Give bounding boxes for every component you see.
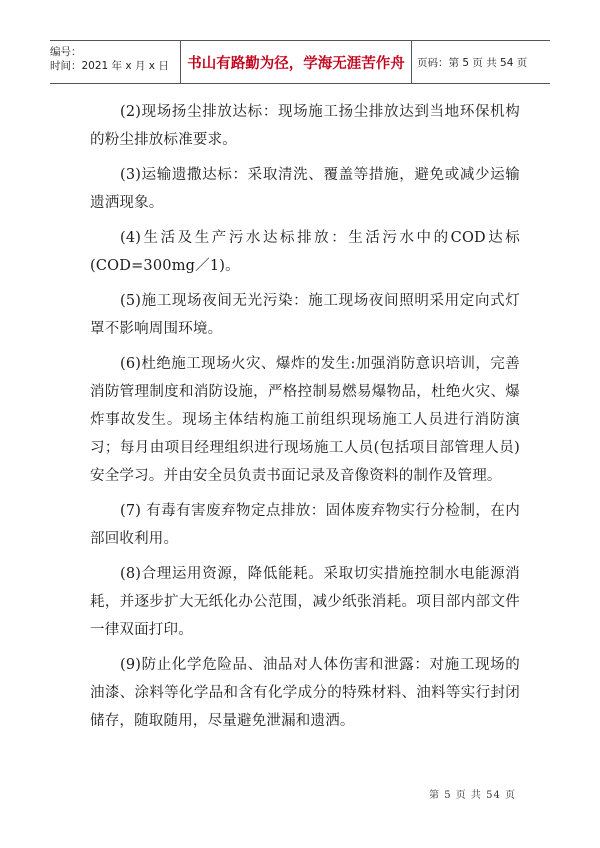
paragraph-8: (8)合理运用资源，降低能耗。采取切实措施控制水电能源消耗，并逐步扩大无纸化办公范围，减少纸张消耗。项目部内部文件一律双面打印。 bbox=[90, 566, 520, 638]
paragraph-4: (4)生活及生产污水达标排放：生活污水中的COD达标(COD=300mg／1)。 bbox=[90, 230, 520, 274]
page-footer: 第 5 页 共 54 页 bbox=[429, 790, 516, 801]
paragraph-6: (6)杜绝施工现场火灾、爆炸的发生:加强消防意识培训，完善消防管理制度和消防设施，严格控制易燃易爆物品，杜绝火灾、爆炸事故发生。现场主体结构施工前组织现场施工人员进行消防演习；每月由项目经理组织进行现场施工人员(包括项目部管理人员)安全学习。并由安全员负责书面记录及音像资料的制作及管理。 bbox=[90, 356, 520, 484]
paragraph-2: (2)现场扬尘排放达标：现场施工扬尘排放达到当地环保机构的粉尘排放标准要求。 bbox=[90, 104, 520, 148]
paragraph-9: (9)防止化学危险品、油品对人体伤害和泄露：对施工现场的油漆、涂料等化学品和含有化学成分的特殊材料、油料等实行封闭储存，随取随用，尽量避免泄漏和遗洒。 bbox=[90, 657, 520, 729]
doc-number-label: 编号： bbox=[50, 46, 82, 58]
page-header bbox=[50, 40, 550, 84]
time-label: 时间：2021 年 x 月 x 日 bbox=[50, 60, 169, 72]
header-meta bbox=[50, 41, 180, 83]
paragraph-7: (7) 有毒有害废弃物定点排放：固体废弃物实行分检制，在内部回收利用。 bbox=[90, 503, 520, 547]
header-motto: 书山有路勤为径，学海无涯苦作舟 bbox=[180, 41, 412, 83]
header-page-info: 页码：第 5 页 共 54 页 bbox=[417, 56, 528, 69]
paragraph-5: (5)施工现场夜间无光污染：施工现场夜间照明采用定向式灯罩不影响周围环境。 bbox=[90, 293, 520, 337]
paragraph-3: (3)运输遗撒达标：采取清洗、覆盖等措施，避免或减少运输遗洒现象。 bbox=[90, 167, 520, 211]
document-body bbox=[90, 98, 520, 742]
